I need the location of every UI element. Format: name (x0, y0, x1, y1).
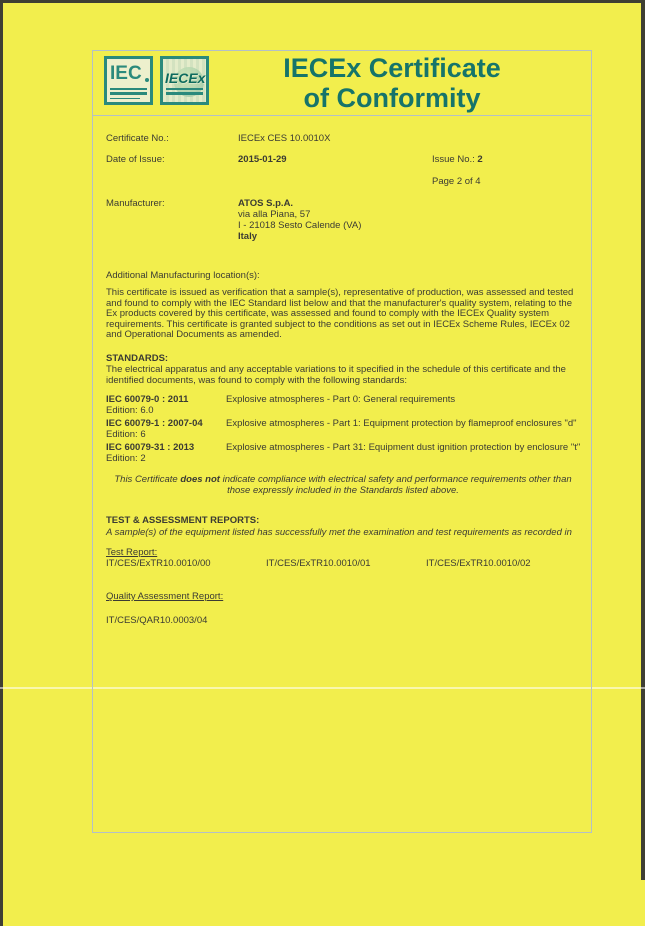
standard-code: IEC 60079-1 : 2007-04 (106, 418, 203, 429)
standard-description: Explosive atmospheres - Part 0: General requirements (226, 394, 456, 405)
manufacturer-address (238, 198, 361, 242)
scan-edge-top (0, 0, 645, 3)
test-reports-intro: A sample(s) of the equipment listed has successfully met the examination and test requirements as recorded in (106, 527, 572, 538)
compliance-note-part1: This Certificate (114, 474, 181, 485)
iecex-logo-icon (160, 56, 209, 105)
manufacturer-address-line2: I - 21018 Sesto Calende (VA) (238, 220, 362, 231)
compliance-note-part2: indicate compliance with electrical safety and performance requirements other than those expressly included in the Standards listed above. (219, 474, 572, 496)
iecex-logo-text: IECEx (165, 70, 206, 86)
iec-logo-icon (104, 56, 153, 105)
standard-code: IEC 60079-0 : 2011 (106, 394, 189, 405)
standard-description: Explosive atmospheres - Part 1: Equipment protection by flameproof enclosures "d" (226, 418, 577, 429)
qar-label: Quality Assessment Report: (106, 591, 224, 602)
date-of-issue-label: Date of Issue: (106, 154, 165, 165)
certificate-no-label: Certificate No.: (106, 133, 169, 144)
title-line-1: IECEx Certificate (283, 53, 501, 83)
test-report-label: Test Report: (106, 547, 158, 558)
compliance-note-emphasis: does not (180, 474, 220, 485)
qar-number: IT/CES/QAR10.0003/04 (106, 615, 208, 626)
issue-no-value: 2 (477, 154, 483, 165)
issue-no-label: Issue No.: (432, 154, 475, 165)
verification-paragraph: This certificate is issued as verification that a sample(s), representative of production, was assessed and tested and found to comply with the IEC Standard list below and that the manufacturer's quality system, relating to the Ex products covered by this certificate, was assessed and found to comply with the IECEx Quality system requirements. This certificate is granted subject to the conditions as set out in IECEx Scheme Rules, IECEx 02 and Operational Documents as amended. (106, 287, 574, 341)
manufacturer-name: ATOS S.p.A. (238, 198, 294, 209)
standards-intro: The electrical apparatus and any acceptable variations to it specified in the schedule of this certificate and the identified documents, was found to comply with the following standards: (106, 364, 566, 386)
standard-code: IEC 60079-31 : 2013 (106, 442, 195, 453)
iec-logo-text: IEC (110, 63, 142, 84)
test-report-number-2: IT/CES/ExTR10.0010/01 (266, 558, 371, 569)
standard-description: Explosive atmospheres - Part 31: Equipment dust ignition protection by enclosure "t" (226, 442, 581, 453)
date-of-issue-value: 2015-01-29 (238, 154, 287, 165)
scan-edge-left (0, 0, 3, 926)
title-line-2: of Conformity (303, 83, 481, 113)
iec-logo-dot (145, 78, 149, 82)
manufacturer-country: Italy (238, 231, 258, 242)
test-reports-heading: TEST & ASSESSMENT REPORTS: (106, 515, 260, 526)
issue-no-row (432, 154, 483, 165)
test-report-number-3: IT/CES/ExTR10.0010/02 (426, 558, 531, 569)
certificate-frame (92, 50, 592, 833)
certificate-title (203, 53, 581, 113)
manufacturer-label: Manufacturer: (106, 198, 165, 209)
standard-edition: Edition: 6.0 (106, 405, 154, 416)
test-report-number-1: IT/CES/ExTR10.0010/00 (106, 558, 211, 569)
standard-edition: Edition: 6 (106, 429, 146, 440)
standards-heading: STANDARDS: (106, 353, 169, 364)
logo-group (104, 56, 209, 105)
manufacturer-address-line1: via alla Piana, 57 (238, 209, 311, 220)
compliance-note (113, 474, 573, 496)
standard-edition: Edition: 2 (106, 453, 146, 464)
additional-locations-label: Additional Manufacturing location(s): (106, 270, 260, 281)
certificate-header (93, 51, 591, 116)
certificate-no-value: IECEx CES 10.0010X (238, 133, 331, 144)
scan-edge-right (641, 0, 645, 880)
page-indicator: Page 2 of 4 (432, 176, 481, 187)
